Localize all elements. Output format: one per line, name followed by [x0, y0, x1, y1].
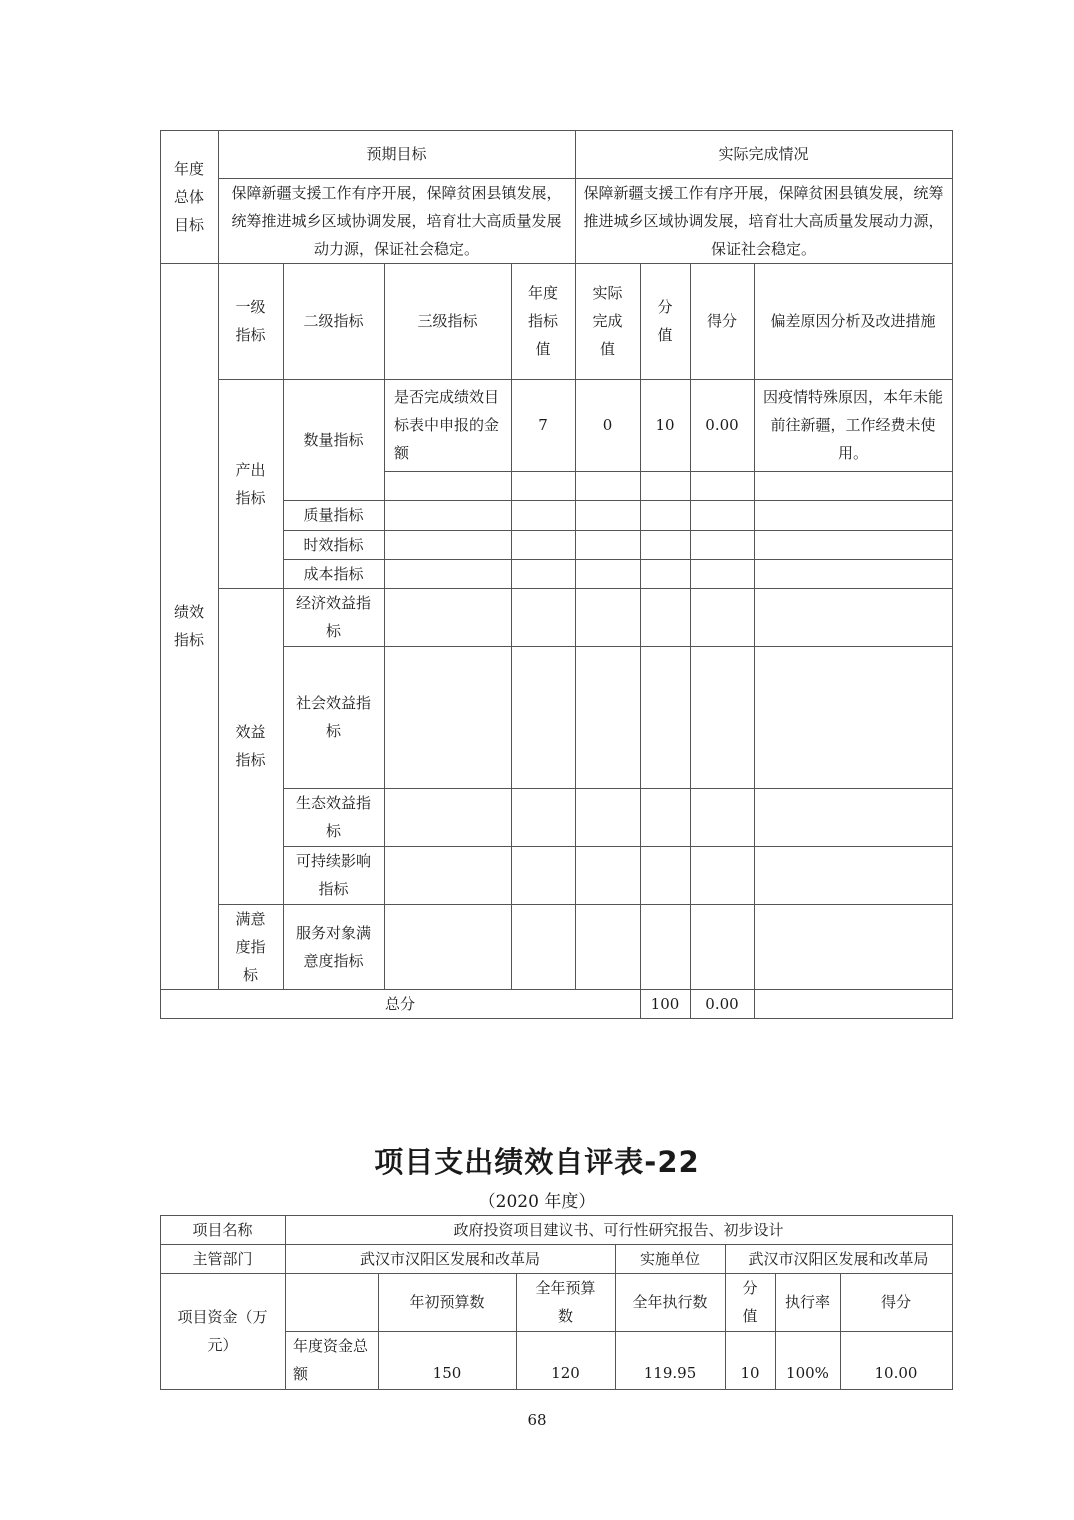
level1-output: 产出指标: [235, 460, 266, 507]
form-title: 项目支出绩效自评表-22: [374, 1145, 700, 1179]
project-name-label: 项目名称: [192, 1220, 253, 1239]
value-exec-rate: 100%: [786, 1364, 829, 1382]
level2-service: 服务对象满意度指标: [295, 923, 371, 970]
col-header-annual-value: 年度指标值: [527, 284, 558, 358]
actual-header: 实际完成情况: [718, 145, 809, 163]
quantity-actual-value: 0: [602, 416, 613, 434]
col-header-score-value: 分值: [657, 298, 673, 344]
value-executed: 119.95: [643, 1364, 697, 1382]
value-initial-budget: 150: [432, 1364, 462, 1382]
level2-timeliness: 时效指标: [303, 535, 364, 554]
col-header-level1: 一级指标: [235, 298, 266, 344]
page-number: 68: [527, 1411, 547, 1429]
total-score-value: 100: [650, 994, 680, 1013]
header-annual-budget: 全年预算数: [535, 1279, 596, 1325]
level2-social: 社会效益指标: [295, 694, 371, 740]
col-header-actual-value: 实际完成值: [592, 284, 623, 358]
header-initial-budget: 年初预算数: [409, 1293, 485, 1311]
value-score-value: 10: [740, 1364, 760, 1382]
dept-label: 主管部门: [192, 1249, 253, 1268]
total-label: 总分: [384, 994, 415, 1013]
col-header-deviation: 偏差原因分析及改进措施: [770, 312, 936, 330]
col-header-level2: 二级指标: [303, 312, 364, 330]
expected-goal-text: 保障新疆支援工作有序开展，保障贫困县镇发展，统筹推进城乡区域协调发展，培育壮大高质量发展动力源，保证社会稳定。: [231, 183, 562, 258]
expected-goal-header: 预期目标: [366, 145, 427, 163]
quantity-deviation: 因疫情特殊原因，本年未能前往新疆，工作经费未使用。: [762, 388, 943, 462]
impl-label: 实施单位: [639, 1249, 700, 1268]
level2-economic: 经济效益指标: [295, 594, 371, 640]
level1-benefit: 效益指标: [235, 723, 266, 769]
level2-sustainable: 可持续影响指标: [295, 852, 371, 898]
value-score: 10.00: [874, 1364, 918, 1382]
level1-satisfaction: 满意度指标: [235, 909, 266, 984]
quantity-score: 0.00: [705, 416, 739, 434]
quantity-annual-value: 7: [538, 416, 548, 434]
header-score-value: 分值: [742, 1279, 758, 1325]
level2-cost: 成本指标: [303, 564, 364, 583]
project-name: 政府投资项目建议书、可行性研究报告、初步设计: [453, 1220, 784, 1239]
dept-value: 武汉市汉阳区发展和改革局: [359, 1249, 540, 1268]
perf-indicator-label: 绩效指标: [173, 603, 204, 649]
value-annual-budget: 120: [551, 1364, 580, 1382]
level2-ecological: 生态效益指标: [295, 794, 371, 840]
impl-value: 武汉市汉阳区发展和改革局: [748, 1249, 929, 1268]
level2-quality: 质量指标: [303, 506, 364, 524]
actual-text: 保障新疆支援工作有序开展，保障贫困县镇发展，统筹推进城乡区域协调发展，培育壮大高质量发展动力源，保证社会稳定。: [583, 183, 944, 258]
col-header-score: 得分: [706, 312, 737, 330]
col-header-level3: 三级指标: [417, 312, 478, 330]
funds-label: 项目资金（万元）: [177, 1308, 268, 1354]
header-exec-rate: 执行率: [784, 1293, 830, 1311]
row-label-total-funds: 年度资金总额: [293, 1337, 369, 1383]
annual-goal-label: 年度总体目标: [173, 159, 204, 234]
level2-quantity: 数量指标: [303, 430, 364, 449]
header-executed: 全年执行数: [632, 1293, 708, 1311]
form-year: （2020 年度）: [478, 1192, 596, 1212]
total-score: 0.00: [705, 994, 739, 1013]
quantity-level3: 是否完成绩效目标表中申报的金额: [394, 388, 500, 462]
header-score: 得分: [880, 1293, 911, 1311]
quantity-score-value: 10: [655, 416, 675, 434]
